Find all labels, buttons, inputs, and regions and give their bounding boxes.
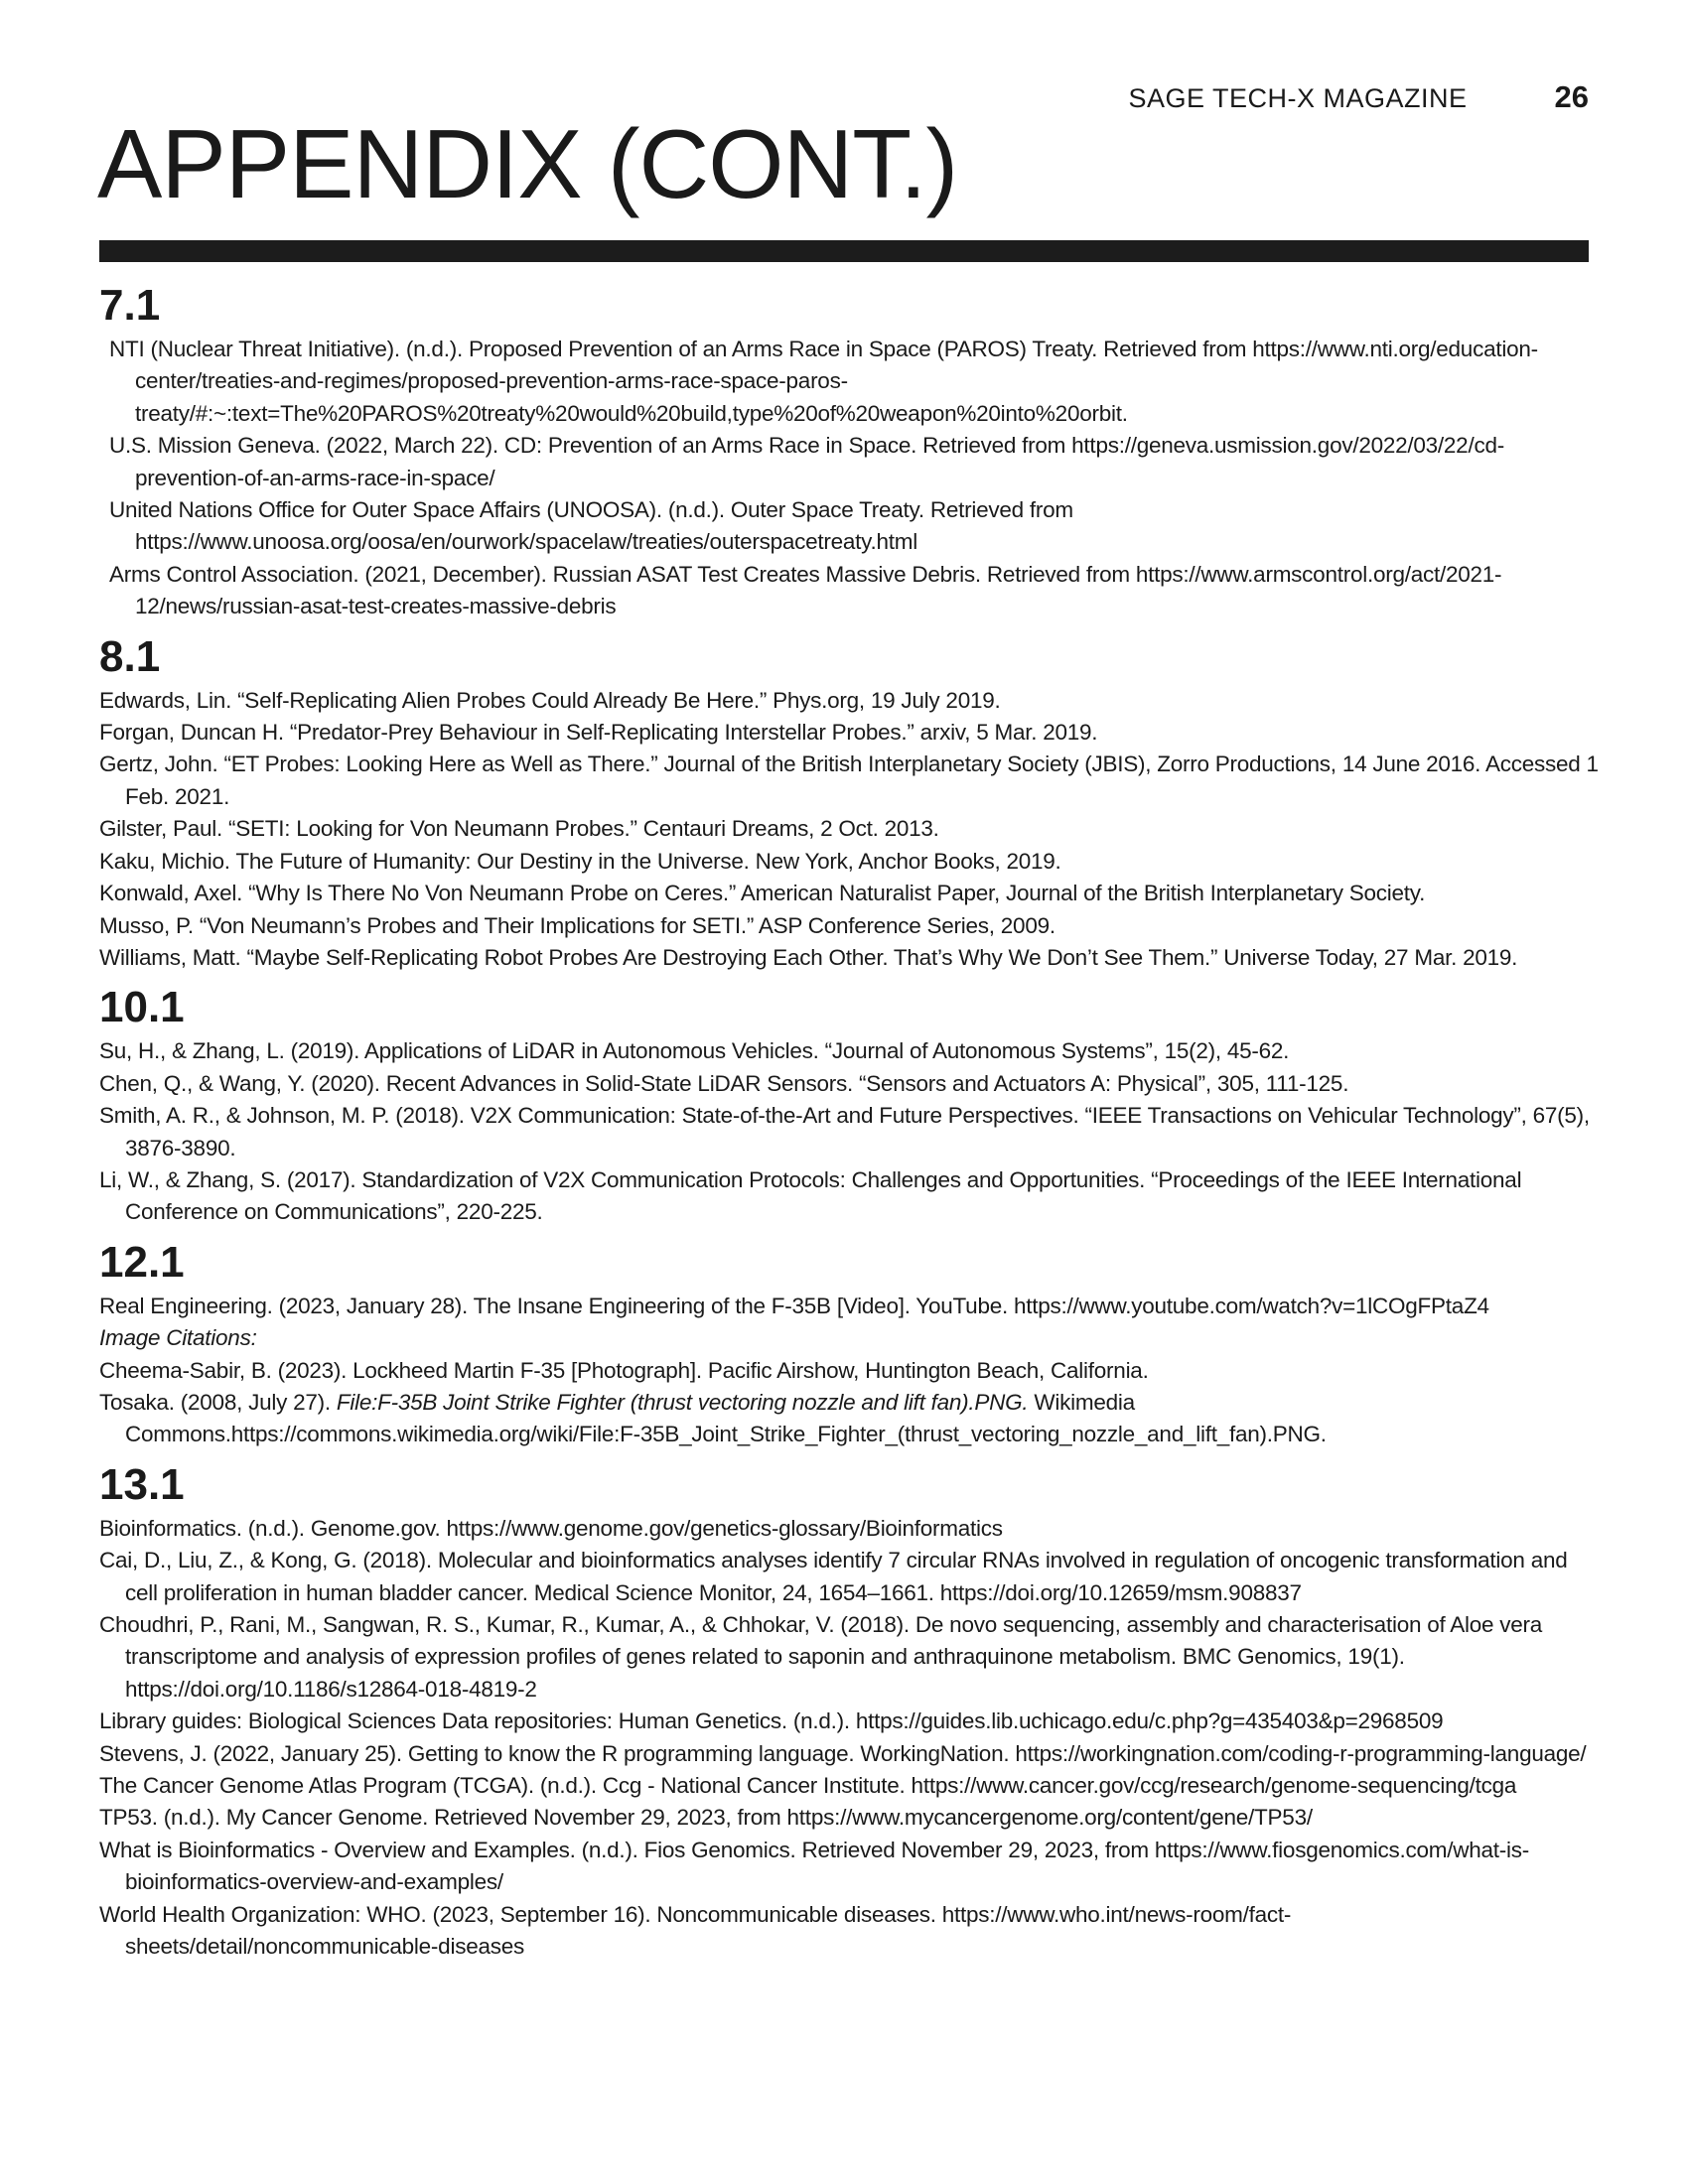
section-heading: 13.1 [99,1459,185,1509]
reference-item: Real Engineering. (2023, January 28). The Insane Engineering of the F-35B [Video]. YouTube. https://www.youtube.com/watch?v=1lCOgFPtaZ4 [99,1293,1489,1318]
section-7-1 [99,281,1599,623]
reference-item: NTI (Nuclear Threat Initiative). (n.d.). Proposed Prevention of an Arms Race in Space (PAROS) Treaty. Retrieved from https://www.nti.org/education-center/treaties-and-regimes/proposed-prevention-arms-race-space-paros-treaty/#:~:text=The%20PAROS%20treaty%20would%20build,type%20of%20weapon%20into%20orbit. [109,337,1538,426]
running-header [1128,79,1589,115]
reference-item: What is Bioinformatics - Overview and Examples. (n.d.). Fios Genomics. Retrieved November 29, 2023, from https://www.fiosgenomics.com/what-is-bioinformatics-overview-and-examples/ [99,1837,1530,1895]
reference-item: Bioinformatics. (n.d.). Genome.gov. https://www.genome.gov/genetics-glossary/Bioinformatics [99,1515,1003,1541]
section-10-1 [99,983,1599,1228]
reference-item: United Nations Office for Outer Space Affairs (UNOOSA). (n.d.). Outer Space Treaty. Retrieved from https://www.unoosa.org/oosa/en/ourwork/spacelaw/treaties/outerspacetreaty.html [109,497,1073,555]
reference-item: Smith, A. R., & Johnson, M. P. (2018). V2X Communication: State-of-the-Art and Future Perspectives. “IEEE Transactions on Vehicular Technology”, 67(5), 3876-3890. [99,1103,1590,1160]
references-content [99,281,1599,1975]
reference-italic-title: File:F-35B Joint Strike Fighter (thrust vectoring nozzle and lift fan).PNG. [336,1389,1029,1415]
reference-item: Chen, Q., & Wang, Y. (2020). Recent Advances in Solid-State LiDAR Sensors. “Sensors and Actuators A: Physical”, 305, 111-125. [99,1070,1349,1096]
reference-item: Konwald, Axel. “Why Is There No Von Neumann Probe on Ceres.” American Naturalist Paper, Journal of the British Interplanetary Society. [99,881,1426,906]
reference-item: Williams, Matt. “Maybe Self-Replicating Robot Probes Are Destroying Each Other. That’s Why We Don’t See Them.” Universe Today, 27 Mar. 2019. [99,944,1518,970]
reference-item: TP53. (n.d.). My Cancer Genome. Retrieved November 29, 2023, from https://www.mycancergenome.org/content/gene/TP53/ [99,1805,1313,1831]
reference-prefix: Tosaka. (2008, July 27). [99,1389,337,1415]
reference-item: Kaku, Michio. The Future of Humanity: Our Destiny in the Universe. New York, Anchor Books, 2019. [99,848,1061,874]
reference-item: Edwards, Lin. “Self-Replicating Alien Probes Could Already Be Here.” Phys.org, 19 July 2019. [99,687,1001,713]
reference-item: Forgan, Duncan H. “Predator-Prey Behaviour in Self-Replicating Interstellar Probes.” arxiv, 5 Mar. 2019. [99,720,1098,746]
section-heading: 12.1 [99,1237,185,1287]
reference-list [99,1035,1599,1228]
reference-item: Gilster, Paul. “SETI: Looking for Von Neumann Probes.” Centauri Dreams, 2 Oct. 2013. [99,816,939,842]
reference-item: Li, W., & Zhang, S. (2017). Standardization of V2X Communication Protocols: Challenges and Opportunities. “Proceedings of the IEEE International Conference on Communications”, 220-225. [99,1166,1522,1225]
reference-item: Su, H., & Zhang, L. (2019). Applications of LiDAR in Autonomous Vehicles. “Journal of Autonomous Systems”, 15(2), 45-62. [99,1038,1290,1064]
reference-item: Stevens, J. (2022, January 25). Getting to know the R programming language. WorkingNation. https://workingnation.com/coding-r-programming-language/ [99,1740,1587,1766]
section-8-1 [99,631,1599,975]
page-title: APPENDIX (CONT.) [97,109,958,218]
reference-item: Cheema-Sabir, B. (2023). Lockheed Martin F-35 [Photograph]. Pacific Airshow, Huntington Beach, California. [99,1357,1149,1383]
reference-list [99,685,1599,975]
image-citations-label: Image Citations: [99,1325,257,1351]
page-number: 26 [1554,79,1589,114]
reference-item: Library guides: Biological Sciences Data repositories: Human Genetics. (n.d.). https://guides.lib.uchicago.edu/c.php?g=435403&p=2968509 [99,1708,1444,1734]
reference-item: Choudhri, P., Rani, M., Sangwan, R. S., Kumar, R., Kumar, A., & Chhokar, V. (2018). De novo sequencing, assembly and characterisation of Aloe vera transcriptome and analysis of expression profiles of genes related to saponin and anthraquinone metabolism. BMC Genomics, 19(1). https://doi.org/10.1186/s12864-018-4819-2 [99,1612,1543,1702]
reference-item [99,1387,1599,1451]
reference-suffix: Wikimedia Commons.https://commons.wikimedia.org/wiki/File:F-35B_Joint_Strike_Fighter_(thrust_vectoring_nozzle_and_lift_fan).PNG. [125,1389,1327,1447]
reference-item: U.S. Mission Geneva. (2022, March 22). CD: Prevention of an Arms Race in Space. Retrieved from https://geneva.usmission.gov/2022/03/22/cd-prevention-of-an-arms-race-in-space/ [109,433,1504,490]
section-heading: 8.1 [99,631,161,681]
reference-item: Cai, D., Liu, Z., & Kong, G. (2018). Molecular and bioinformatics analyses identify 7 circular RNAs involved in regulation of oncogenic transformation and cell proliferation in human bladder cancer. Medical Science Monitor, 24, 1654–1661. https://doi.org/10.12659/msm.908837 [99,1548,1568,1605]
reference-item: Gertz, John. “ET Probes: Looking Here as Well as There.” Journal of the British Interplanetary Society (JBIS), Zorro Productions, 14 June 2016. Accessed 1 Feb. 2021. [99,751,1599,809]
reference-item: The Cancer Genome Atlas Program (TCGA). (n.d.). Ccg - National Cancer Institute. https://www.cancer.gov/ccg/research/genome-sequencing/tcga [99,1773,1517,1799]
reference-item: Arms Control Association. (2021, December). Russian ASAT Test Creates Massive Debris. Retrieved from https://www.armscontrol.org/act/2021-12/news/russian-asat-test-creates-massive-debris [109,561,1502,619]
reference-list [99,1513,1599,1964]
section-heading: 7.1 [99,281,161,330]
section-heading: 10.1 [99,983,185,1032]
title-divider [99,240,1589,262]
reference-item: World Health Organization: WHO. (2023, September 16). Noncommunicable diseases. https://www.who.int/news-room/fact-sheets/detail/noncommunicable-diseases [99,1901,1292,1960]
reference-item: Musso, P. “Von Neumann’s Probes and Their Implications for SETI.” ASP Conference Series, 2009. [99,912,1055,938]
section-12-1 [99,1237,1599,1451]
section-13-1 [99,1459,1599,1964]
reference-list [99,1291,1599,1451]
magazine-name: SAGE TECH-X MAGAZINE [1128,83,1468,113]
reference-list [99,334,1599,623]
